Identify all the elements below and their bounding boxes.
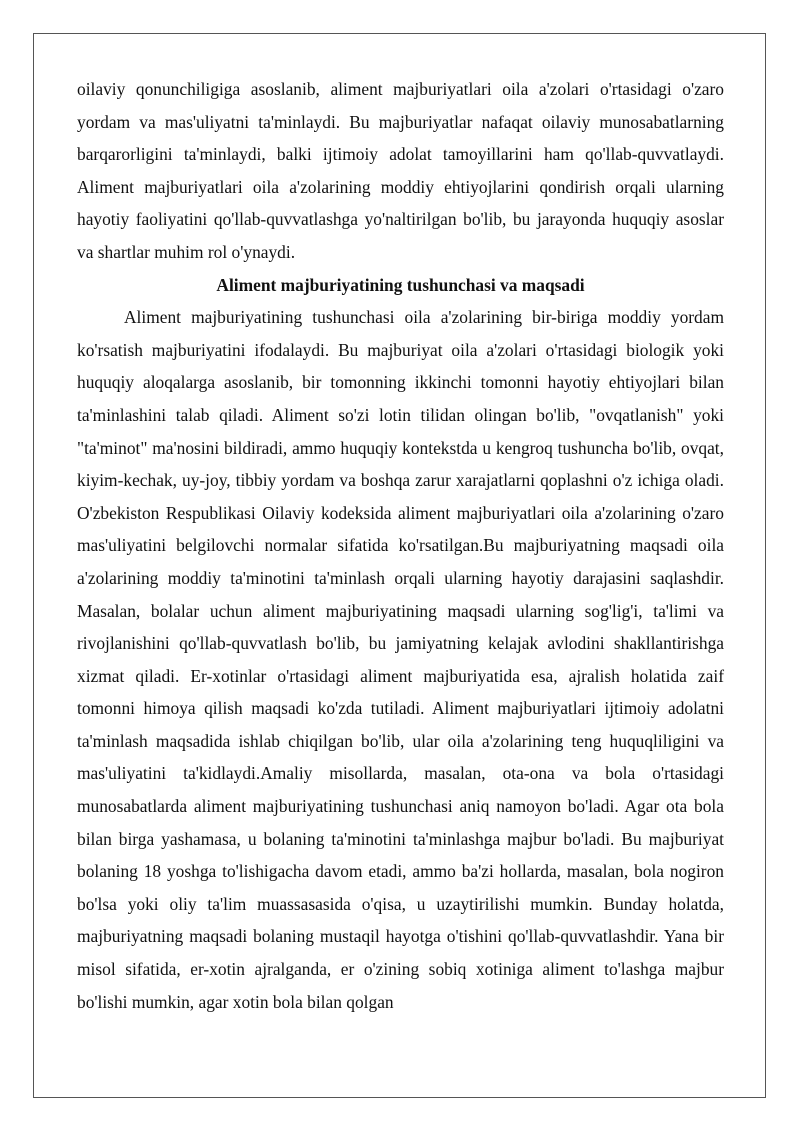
paragraph-intro: oilaviy qonunchiligiga asoslanib, aliment majburiyatlari oila a'zolari o'rtasidagi o'zaro yordam va mas'uliyatni ta'minlaydi. Bu majburiyatlar nafaqat oilaviy munosabatlarning barqarorligini ta'minlaydi, balki ijtimoiy adolat tamoyillarini ham qo'llab-quvvatlaydi. Aliment majburiyatlari oila a'zolarining moddiy ehtiyojlarini qondirish orqali ularning hayotiy faoliyatini qo'llab-quvvatlashga yo'naltirilgan bo'lib, bu jarayonda huquqiy asoslar va shartlar muhim rol o'ynaydi. bbox=[77, 79, 724, 262]
section-heading: Aliment majburiyatining tushunchasi va maqsadi bbox=[216, 274, 585, 295]
document-body bbox=[77, 73, 724, 1018]
paragraph-main: Aliment majburiyatining tushunchasi oila a'zolarining bir-biriga moddiy yordam ko'rsatish majburiyatini ifodalaydi. Bu majburiyat oila a'zolari o'rtasidagi biologik yoki huquqiy aloqalarga asoslanib, bir tomonning ikkinchi tomonni hayotiy ehtiyojlari bilan ta'minlashini talab qiladi. Aliment so'zi lotin tilidan olingan bo'lib, "ovqatlanish" yoki "ta'minot" ma'nosini bildiradi, ammo huquqiy kontekstda u kengroq tushuncha bo'lib, ovqat, kiyim-kechak, uy-joy, tibbiy yordam va boshqa zarur xarajatlarni qoplashni o'z ichiga oladi. O'zbekiston Respublikasi Oilaviy kodeksida aliment majburiyatlari oila a'zolarining o'zaro mas'uliyatini belgilovchi normalar sifatida ko'rsatilgan.Bu majburiyatning maqsadi oila a'zolarining moddiy ta'minotini ta'minlash orqali ularning hayotiy darajasini saqlashdir. Masalan, bolalar uchun aliment majburiyatining maqsadi ularning sog'lig'i, ta'limi va rivojlanishini qo'llab-quvvatlash bo'lib, bu jamiyatning kelajak avlodini shakllantirishga xizmat qiladi. Er-xotinlar o'rtasidagi aliment majburiyatida esa, ajralish holatida zaif tomonni himoya qilish maqsadi ko'zda tutiladi. Aliment majburiyatlari ijtimoiy adolatni ta'minlash maqsadida ishlab chiqilgan bo'lib, ular oila a'zolarining teng huquqliligini va mas'uliyatini ta'kidlaydi.Amaliy misollarda, masalan, ota-ona va bola o'rtasidagi munosabatlarda aliment majburiyatining tushunchasi aniq namoyon bo'ladi. Agar ota bola bilan birga yashamasa, u bolaning ta'minotini ta'minlashga majbur bo'ladi. Bu majburiyat bolaning 18 yoshga to'lishigacha davom etadi, ammo ba'zi hollarda, masalan, bola nogiron bo'lsa yoki oliy ta'lim muassasasida o'qisa, u uzaytirilishi mumkin. Bunday holatda, majburiyatning maqsadi bolaning mustaqil hayotga o'tishini qo'llab-quvvatlashdir. Yana bir misol sifatida, er-xotin ajralganda, er o'zining sobiq xotiniga aliment to'lashga majbur bo'lishi mumkin, agar xotin bola bilan qolgan bbox=[77, 307, 724, 1012]
